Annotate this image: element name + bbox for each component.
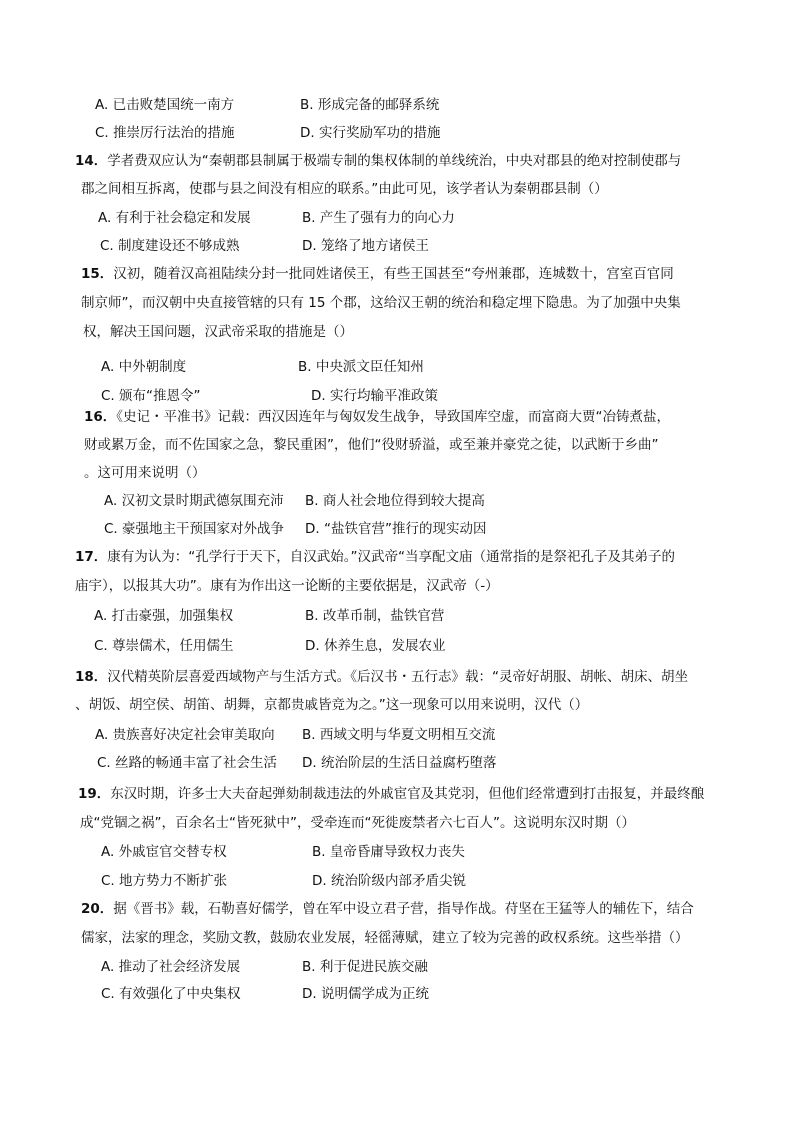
q15-stem-line-1: [81, 265, 674, 283]
q17-number: 17．: [75, 549, 108, 565]
q17-option-b: B. 改革币制，盐铁官营: [305, 608, 445, 624]
q14-stem-text-1: 学者费双应认为“秦朝郡县制属于极端专制的集权体制的单线统治，中央对郡县的绝对控制使郡与: [107, 153, 682, 169]
q15-option-c: C. 颁布“推恩令”: [101, 388, 201, 404]
q19-option-d: D. 统治阶级内部矛盾尖锐: [312, 873, 466, 889]
q19-number: 19．: [78, 786, 111, 802]
q15-stem-line-3: 权，解决王国问题，汉武帝采取的措施是（）: [83, 324, 353, 340]
q18-stem-line-1: [75, 668, 688, 686]
q20-stem-text-1: 据《晋书》载，石勒喜好儒学，曾在军中设立君子营，指导作战。苻坚在王猛等人的辅佐下，结合: [113, 901, 694, 917]
q18-stem-text-1: 汉代精英阶层喜爱西域物产与生活方式。《后汉书・五行志》载：“灵帝好胡服、胡帐、胡床、胡坐: [107, 669, 689, 685]
q13-option-d: D. 实行奖励军功的措施: [300, 125, 441, 141]
q14-option-a: A. 有利于社会稳定和发展: [98, 210, 251, 226]
q17-stem-text-1: 康有为认为：“孔学行于天下，自汉武始。”汉武帝“当享配文庙（通常指的是祭祀孔子及其弟子的: [107, 549, 676, 565]
q16-option-b: B. 商人社会地位得到较大提高: [305, 493, 485, 509]
q13-option-c: C. 推崇厉行法治的措施: [95, 125, 235, 141]
q14-stem-line-2: 郡之间相互拆离，使郡与县之间没有相应的联系。”由此可见，该学者认为秦朝郡县制（）: [81, 181, 608, 197]
q14-stem-line-1: [75, 152, 681, 170]
q16-option-c: C. 豪强地主干预国家对外战争: [104, 521, 285, 537]
q20-option-c: C. 有效强化了中央集权: [101, 986, 241, 1002]
q15-option-b: B. 中央派文臣任知州: [298, 359, 424, 375]
q18-option-d: D. 统治阶层的生活日益腐朽堕落: [302, 755, 497, 771]
q17-stem-line-1: [75, 548, 675, 566]
q18-stem-line-2: 、胡饭、胡空侯、胡笛、胡舞，京都贵戚皆竞为之。”这一现象可以用来说明，汉代（）: [75, 697, 589, 713]
q14-option-b: B. 产生了强有力的向心力: [302, 210, 455, 226]
q16-stem-line-3: 。这可用来说明（）: [84, 465, 206, 481]
q17-stem-line-2: 庙宇），以报其大功”。康有为作出这一论断的主要依据是，汉武帝（-）: [75, 578, 499, 594]
q17-option-c: C. 尊崇儒术，任用儒生: [94, 638, 234, 654]
q16-option-d: D. “盐铁官营”推行的现实动因: [305, 521, 487, 537]
q15-stem-text-1: 汉初，随着汉高祖陆续分封一批同姓诸侯王，有些王国甚至“夸州兼郡，连城数十，宫室百官同: [113, 266, 674, 282]
q20-option-d: D. 说明儒学成为正统: [302, 986, 429, 1002]
q19-option-a: A. 外戚宦官交替专权: [101, 844, 227, 860]
q14-option-c: C. 制度建设还不够成熟: [100, 238, 240, 254]
q18-option-a: A. 贵族喜好决定社会审美取向: [95, 727, 275, 743]
q18-number: 18．: [75, 669, 108, 685]
q15-option-d: D. 实行均输平准政策: [311, 388, 438, 404]
q20-stem-line-2: 儒家，法家的理念，奖励文教，鼓励农业发展，轻徭薄赋，建立了较为完善的政权系统。这些举措（）: [81, 930, 689, 946]
q18-option-b: B. 西域文明与华夏文明相互交流: [302, 727, 496, 743]
q20-stem-line-1: [81, 900, 694, 918]
q13-option-a: A. 已击败楚国统一南方: [95, 97, 235, 113]
q14-option-d: D. 笼络了地方诸侯王: [302, 238, 429, 254]
q15-stem-line-2: 制京师”，而汉朝中央直接管辖的只有 15 个郡，这给汉王朝的统治和稳定埋下隐患。为了加强中央集: [81, 295, 681, 311]
q19-stem-line-1: [78, 785, 704, 803]
q19-stem-line-2: 成“党锢之祸”，百余名士“皆死狱中”，受牵连而“死徙废禁者六七百人”。这说明东汉时期（）: [80, 815, 635, 831]
q18-option-c: C. 丝路的畅通丰富了社会生活: [97, 755, 278, 771]
q15-number: 15．: [81, 266, 114, 282]
q19-stem-text-1: 东汉时期，许多士大夫奋起弹劾制裁违法的外戚宦官及其党羽，但他们经常遭到打击报复，并最终酿: [110, 786, 705, 802]
q14-number: 14．: [75, 153, 108, 169]
q17-option-d: D. 休养生息，发展农业: [305, 638, 446, 654]
q19-option-b: B. 皇帝昏庸导致权力丧失: [312, 844, 465, 860]
q16-stem-text-1: 《史记・平准书》记载：西汉因连年与匈奴发生战争，导致国库空虚，而富商大贾“冶铸煮盐，: [116, 409, 671, 425]
q19-option-c: C. 地方势力不断扩张: [101, 873, 228, 889]
q17-option-a: A. 打击豪强，加强集权: [94, 608, 234, 624]
q16-option-a: A. 汉初文景时期武德氛围充沛: [104, 493, 284, 509]
q20-number: 20．: [81, 901, 114, 917]
q15-option-a: A. 中外朝制度: [101, 359, 187, 375]
q13-option-b: B. 形成完备的邮驿系统: [300, 97, 440, 113]
q16-stem-line-2: 财或累万金，而不佐国家之急，黎民重困”，他们“役财骄溢，或至兼并豪党之徒，以武断于乡曲”: [84, 437, 659, 453]
q20-option-b: B. 利于促进民族交融: [302, 959, 428, 975]
q16-stem-line-1: [84, 408, 670, 426]
q20-option-a: A. 推动了社会经济发展: [101, 959, 241, 975]
q16-number: 16．: [84, 409, 117, 425]
